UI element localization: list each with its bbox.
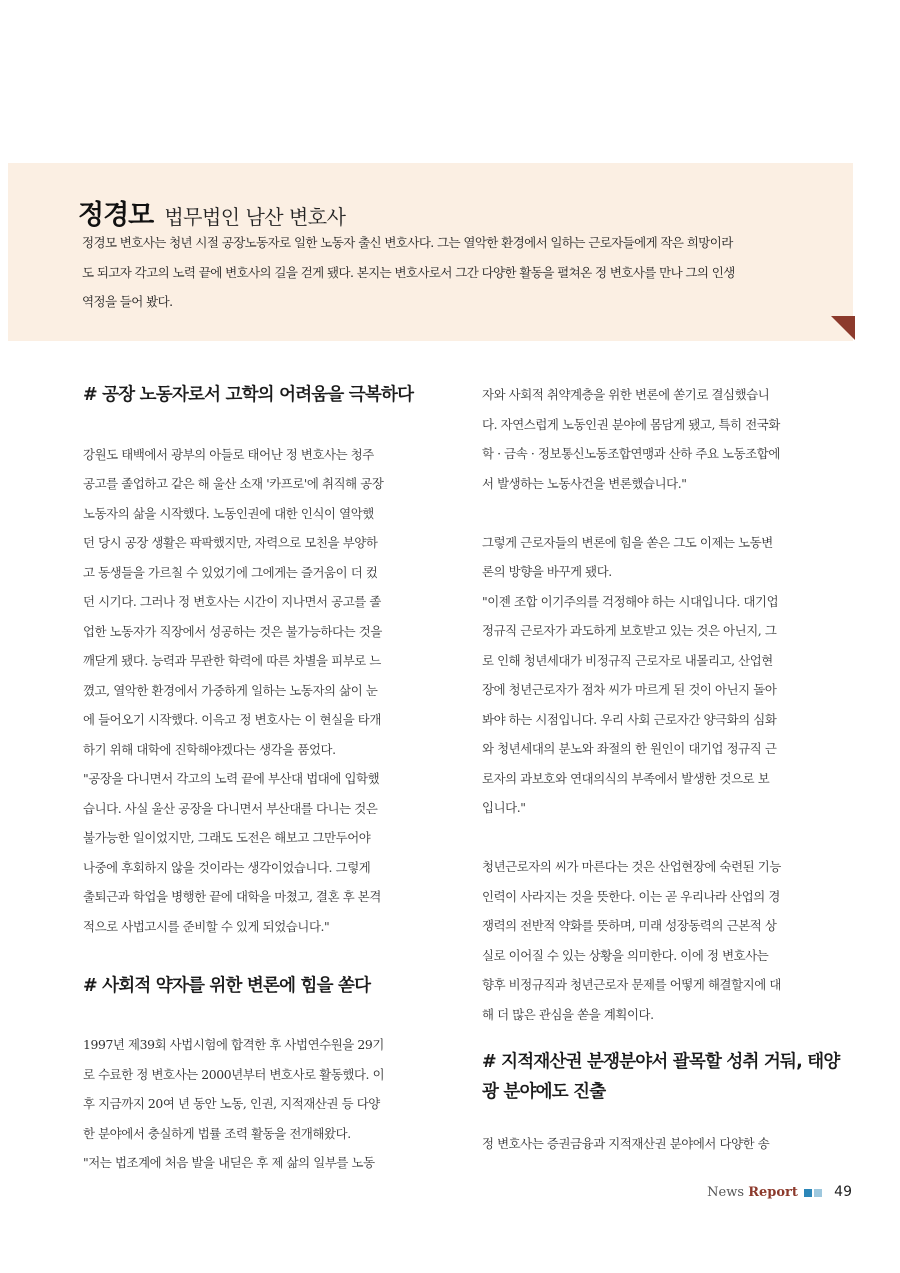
text-line: 업한 노동자가 직장에서 성공하는 것은 불가능하다는 것을 <box>83 623 382 639</box>
text-line: 나중에 후회하지 않을 것이라는 생각이었습니다. 그렇게 <box>83 859 371 875</box>
paragraph <box>482 1129 854 1159</box>
page-number: 49 <box>834 1184 852 1200</box>
text-line: 다. 자연스럽게 노동인권 분야에 몸담게 됐고, 특히 전국화 <box>482 416 780 432</box>
text-line: 노동자의 삶을 시작했다. 노동인권에 대한 인식이 열악했 <box>83 505 374 521</box>
intro-line: 도 되고자 각고의 노력 끝에 변호사의 길을 걷게 됐다. 본지는 변호사로서 그간 다양한 활동을 펼쳐온 정 변호사를 만나 그의 인생 <box>82 264 735 280</box>
text-line: 던 시기다. 그러나 정 변호사는 시간이 지나면서 공고를 졸 <box>83 594 381 609</box>
text-line: "이젠 조합 이기주의를 걱정해야 하는 시대입니다. 대기업 <box>482 593 779 609</box>
text-line: 해 더 많은 관심을 쏟을 계획이다. <box>482 1006 654 1022</box>
intro-line: 정경모 변호사는 청년 시절 공장노동자로 일한 노동자 출신 변호사다. 그는 열악한 환경에서 일하는 근로자들에게 작은 희망이라 <box>82 235 733 250</box>
section-heading-line: 광 분야에도 진출 <box>482 1082 606 1102</box>
corner-triangle-decoration <box>831 316 855 340</box>
person-affiliation: 법무법인 남산 변호사 <box>164 205 346 229</box>
text-line: 정규직 근로자가 과도하게 보호받고 있는 것은 아닌지, 그 <box>482 623 777 638</box>
text-line: 1997년 제39회 사법시험에 합격한 후 사법연수원을 29기 <box>83 1037 384 1052</box>
paragraph <box>83 1030 455 1178</box>
text-line: "공장을 다니면서 각고의 노력 끝에 부산대 법대에 입학했 <box>83 771 380 786</box>
section-heading-line: # 지적재산권 분쟁분야서 괄목할 성취 거둬, 태양 <box>482 1052 840 1072</box>
footer-report-label: Report <box>748 1185 798 1200</box>
right-column <box>482 380 854 1159</box>
text-line: 봐야 하는 시점입니다. 우리 사회 근로자간 양극화의 심화 <box>482 711 777 727</box>
section-heading: # 공장 노동자로서 고학의 어려움을 극복하다 <box>83 385 414 405</box>
text-line: 인력이 사라지는 것을 뜻한다. 이는 곧 우리나라 산업의 경 <box>482 888 780 904</box>
text-line: 깨닫게 됐다. 능력과 무관한 학력에 따른 차별을 피부로 느 <box>83 653 381 668</box>
left-column <box>83 380 455 1178</box>
text-line: "저는 법조계에 처음 발을 내딛은 후 제 삶의 일부를 노동 <box>83 1155 375 1170</box>
text-line: 로 수료한 정 변호사는 2000년부터 변호사로 활동했다. 이 <box>83 1066 385 1082</box>
text-line: 서 발생하는 노동사건을 변론했습니다." <box>482 475 687 491</box>
text-line: 출퇴근과 학업을 병행한 끝에 대학을 마쳤고, 결혼 후 본격 <box>83 889 381 904</box>
text-line: 청년근로자의 씨가 마른다는 것은 산업현장에 숙련된 기능 <box>482 859 781 874</box>
section-heading: # 사회적 약자를 위한 변론에 힘을 쏟다 <box>83 975 371 996</box>
footer-news-label: News <box>707 1185 745 1200</box>
text-line: 실로 이어질 수 있는 상황을 의미한다. 이에 정 변호사는 <box>482 947 769 963</box>
text-line: 한 분야에서 충실하게 법률 조력 활동을 전개해왔다. <box>83 1125 351 1141</box>
text-line: 향후 비정규직과 청년근로자 문제를 어떻게 해결할지에 대 <box>482 977 781 992</box>
text-line: 로 인해 청년세대가 비정규직 근로자로 내몰리고, 산업현 <box>482 652 773 668</box>
section-heading <box>482 1047 854 1107</box>
text-line: 쟁력의 전반적 약화를 뜻하며, 미래 성장동력의 근본적 상 <box>482 918 777 933</box>
text-line: 꼈고, 열악한 환경에서 가중하게 일하는 노동자의 삶이 눈 <box>83 682 378 698</box>
intro-paragraph <box>82 228 834 317</box>
paragraph <box>482 380 854 498</box>
page-footer <box>707 1184 852 1200</box>
text-line: 에 들어오기 시작했다. 이윽고 정 변호사는 이 현실을 타개 <box>83 712 381 727</box>
text-line: 정 변호사는 증권금융과 지적재산권 분야에서 다양한 송 <box>482 1136 770 1151</box>
text-line: 하기 위해 대학에 진학해야겠다는 생각을 품었다. <box>83 741 336 757</box>
text-line: 론의 방향을 바꾸게 됐다. <box>482 564 612 579</box>
text-line: 습니다. 사실 울산 공장을 다니면서 부산대를 다니는 것은 <box>83 800 378 816</box>
text-line: 고 동생들을 가르칠 수 있었기에 그에게는 즐거움이 더 컸 <box>83 564 378 580</box>
text-line: 로자의 과보호와 연대의식의 부족에서 발생한 것으로 보 <box>482 770 770 786</box>
paragraph <box>482 852 854 1029</box>
text-line: 강원도 태백에서 광부의 아들로 태어난 정 변호사는 청주 <box>83 446 374 462</box>
footer-square-light <box>814 1189 822 1197</box>
text-line: 후 지금까지 20여 년 동안 노동, 인권, 지적재산권 등 다양 <box>83 1096 380 1111</box>
text-line: 학 · 금속 · 정보통신노동조합연맹과 산하 주요 노동조합에 <box>482 446 780 461</box>
text-line: 입니다." <box>482 800 526 815</box>
text-line: 공고를 졸업하고 같은 해 울산 소재 '카프로'에 취직해 공장 <box>83 476 384 491</box>
paragraph <box>482 528 854 823</box>
text-line: 그렇게 근로자들의 변론에 힘을 쏟은 그도 이제는 노동변 <box>482 534 773 550</box>
text-line: 적으로 사법고시를 준비할 수 있게 되었습니다." <box>83 918 330 934</box>
text-line: 던 당시 공장 생활은 팍팍했지만, 자력으로 모친을 부양하 <box>83 535 378 550</box>
footer-square-dark <box>804 1189 812 1197</box>
text-line: 장에 청년근로자가 점차 씨가 마르게 된 것이 아닌지 돌아 <box>482 682 777 697</box>
text-line: 불가능한 일이었지만, 그래도 도전은 해보고 그만두어야 <box>83 830 371 845</box>
text-line: 와 청년세대의 분노와 좌절의 한 원인이 대기업 정규직 근 <box>482 741 777 756</box>
paragraph <box>83 440 455 942</box>
intro-line: 역정을 들어 봤다. <box>82 294 173 309</box>
name-line <box>78 193 345 232</box>
text-line: 자와 사회적 취약계층을 위한 변론에 쏟기로 결심했습니 <box>482 387 770 402</box>
person-name: 정경모 <box>78 200 154 231</box>
